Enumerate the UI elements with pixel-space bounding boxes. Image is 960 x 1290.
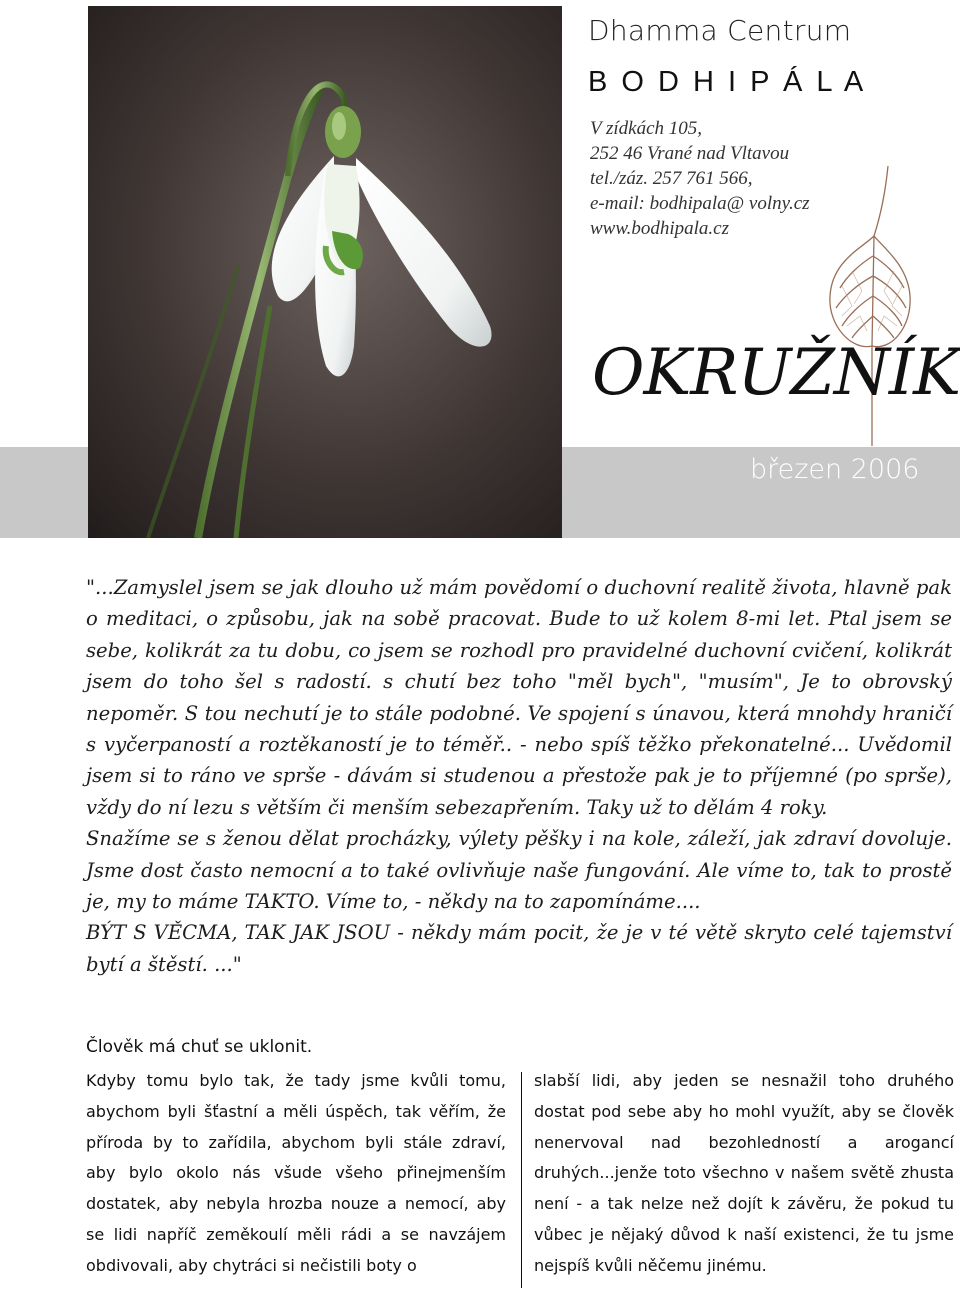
center-name: Dhamma Centrum [588, 14, 852, 47]
email-line: e-mail: bodhipala@ volny.cz [590, 193, 810, 214]
column-divider [521, 1072, 522, 1288]
quote-paragraph: "...Zamyslel jsem se jak dlouho už mám povědomí o duchovní realitě života, hlavně pak o meditaci, o způsobu, jak na sobě pracovat. Bude to už kolem 8-mi let. Ptal jsem se sebe, kolikrát za tu dobu, co jsem se rozhodl pro pravidelné duchovní cvičení, kolikrát jsem do toho šel s radostí. s chutí bez toho "měl bych", "musím", Je to obrovský nepoměr. S tou nechutí je to stále podobné. Ve spojení s únavou, která mnohdy hraničí s vyčerpaností a roztěkaností je to téměř.. - nebo spíš těžko překonatelné... Uvědomil jsem si to ráno ve sprše - dávám si studenou a přestože pak je to příjemné (po sprše), vždy do ní lezu s větším či menším sebezapřením. Taky už to dělám 4 roky. [86, 576, 952, 819]
website-line: www.bodhipala.cz [590, 218, 729, 239]
article-column-left: Kdyby tomu bylo tak, že tady jsme kvůli tomu, abychom byli šťastní a měli úspěch, tak věřím, že příroda by to zařídila, abychom byli stále zdraví, aby bylo okolo nás všude všeho přinejmenším dostatek, aby nebyla hrozba nouze a nemocí, aby se lidi napříč zeměkoulí měli rádi a se navzájem obdivovali, aby chytráci si nečistili boty o [86, 1071, 506, 1275]
address-line: V zídkách 105, [590, 118, 703, 139]
quote-paragraph: BÝT S VĚCMA, TAK JAK JSOU - někdy mám pocit, že je v té větě skryto celé tajemství bytí a štěstí. ..." [86, 921, 952, 976]
address-line: 252 46 Vrané nad Vltavou [590, 143, 790, 164]
article-heading: Člověk má chuť se uklonit. [86, 1037, 313, 1057]
phone-line: tel./záz. 257 761 566, [590, 168, 753, 189]
snowdrop-flower-photo [88, 6, 562, 538]
center-title: B O D H I P Á L A [588, 66, 867, 98]
quote-paragraph: Snažíme se s ženou dělat procházky, výlety pěšky i na kole, záleží, jak zdraví dovoluje. Jsme dost často nemocní a to také ovlivňuje naše fungování. Ale víme to, tak to prostě je, my to máme TAKTO. Víme to, - někdy na to zapomínáme.... [86, 827, 952, 914]
address-block [590, 116, 810, 241]
newsletter-masthead: OKRUŽNÍK [592, 336, 960, 410]
article-column-right: slabší lidi, aby jeden se nesnažil toho druhého dostat pod sebe aby ho mohl využít, aby se člověk nenervoval nad bezohledností a arogancí druhých...jenže toto všechno v našem světě zhusta není - a tak nelze než dojít k závěru, že pokud tu vůbec je nějaký důvod k naší existenci, že tu jsme nejspíš kvůli něčemu jinému. [534, 1071, 954, 1275]
quote-block [86, 572, 952, 980]
issue-date: březen 2006 [750, 454, 920, 485]
